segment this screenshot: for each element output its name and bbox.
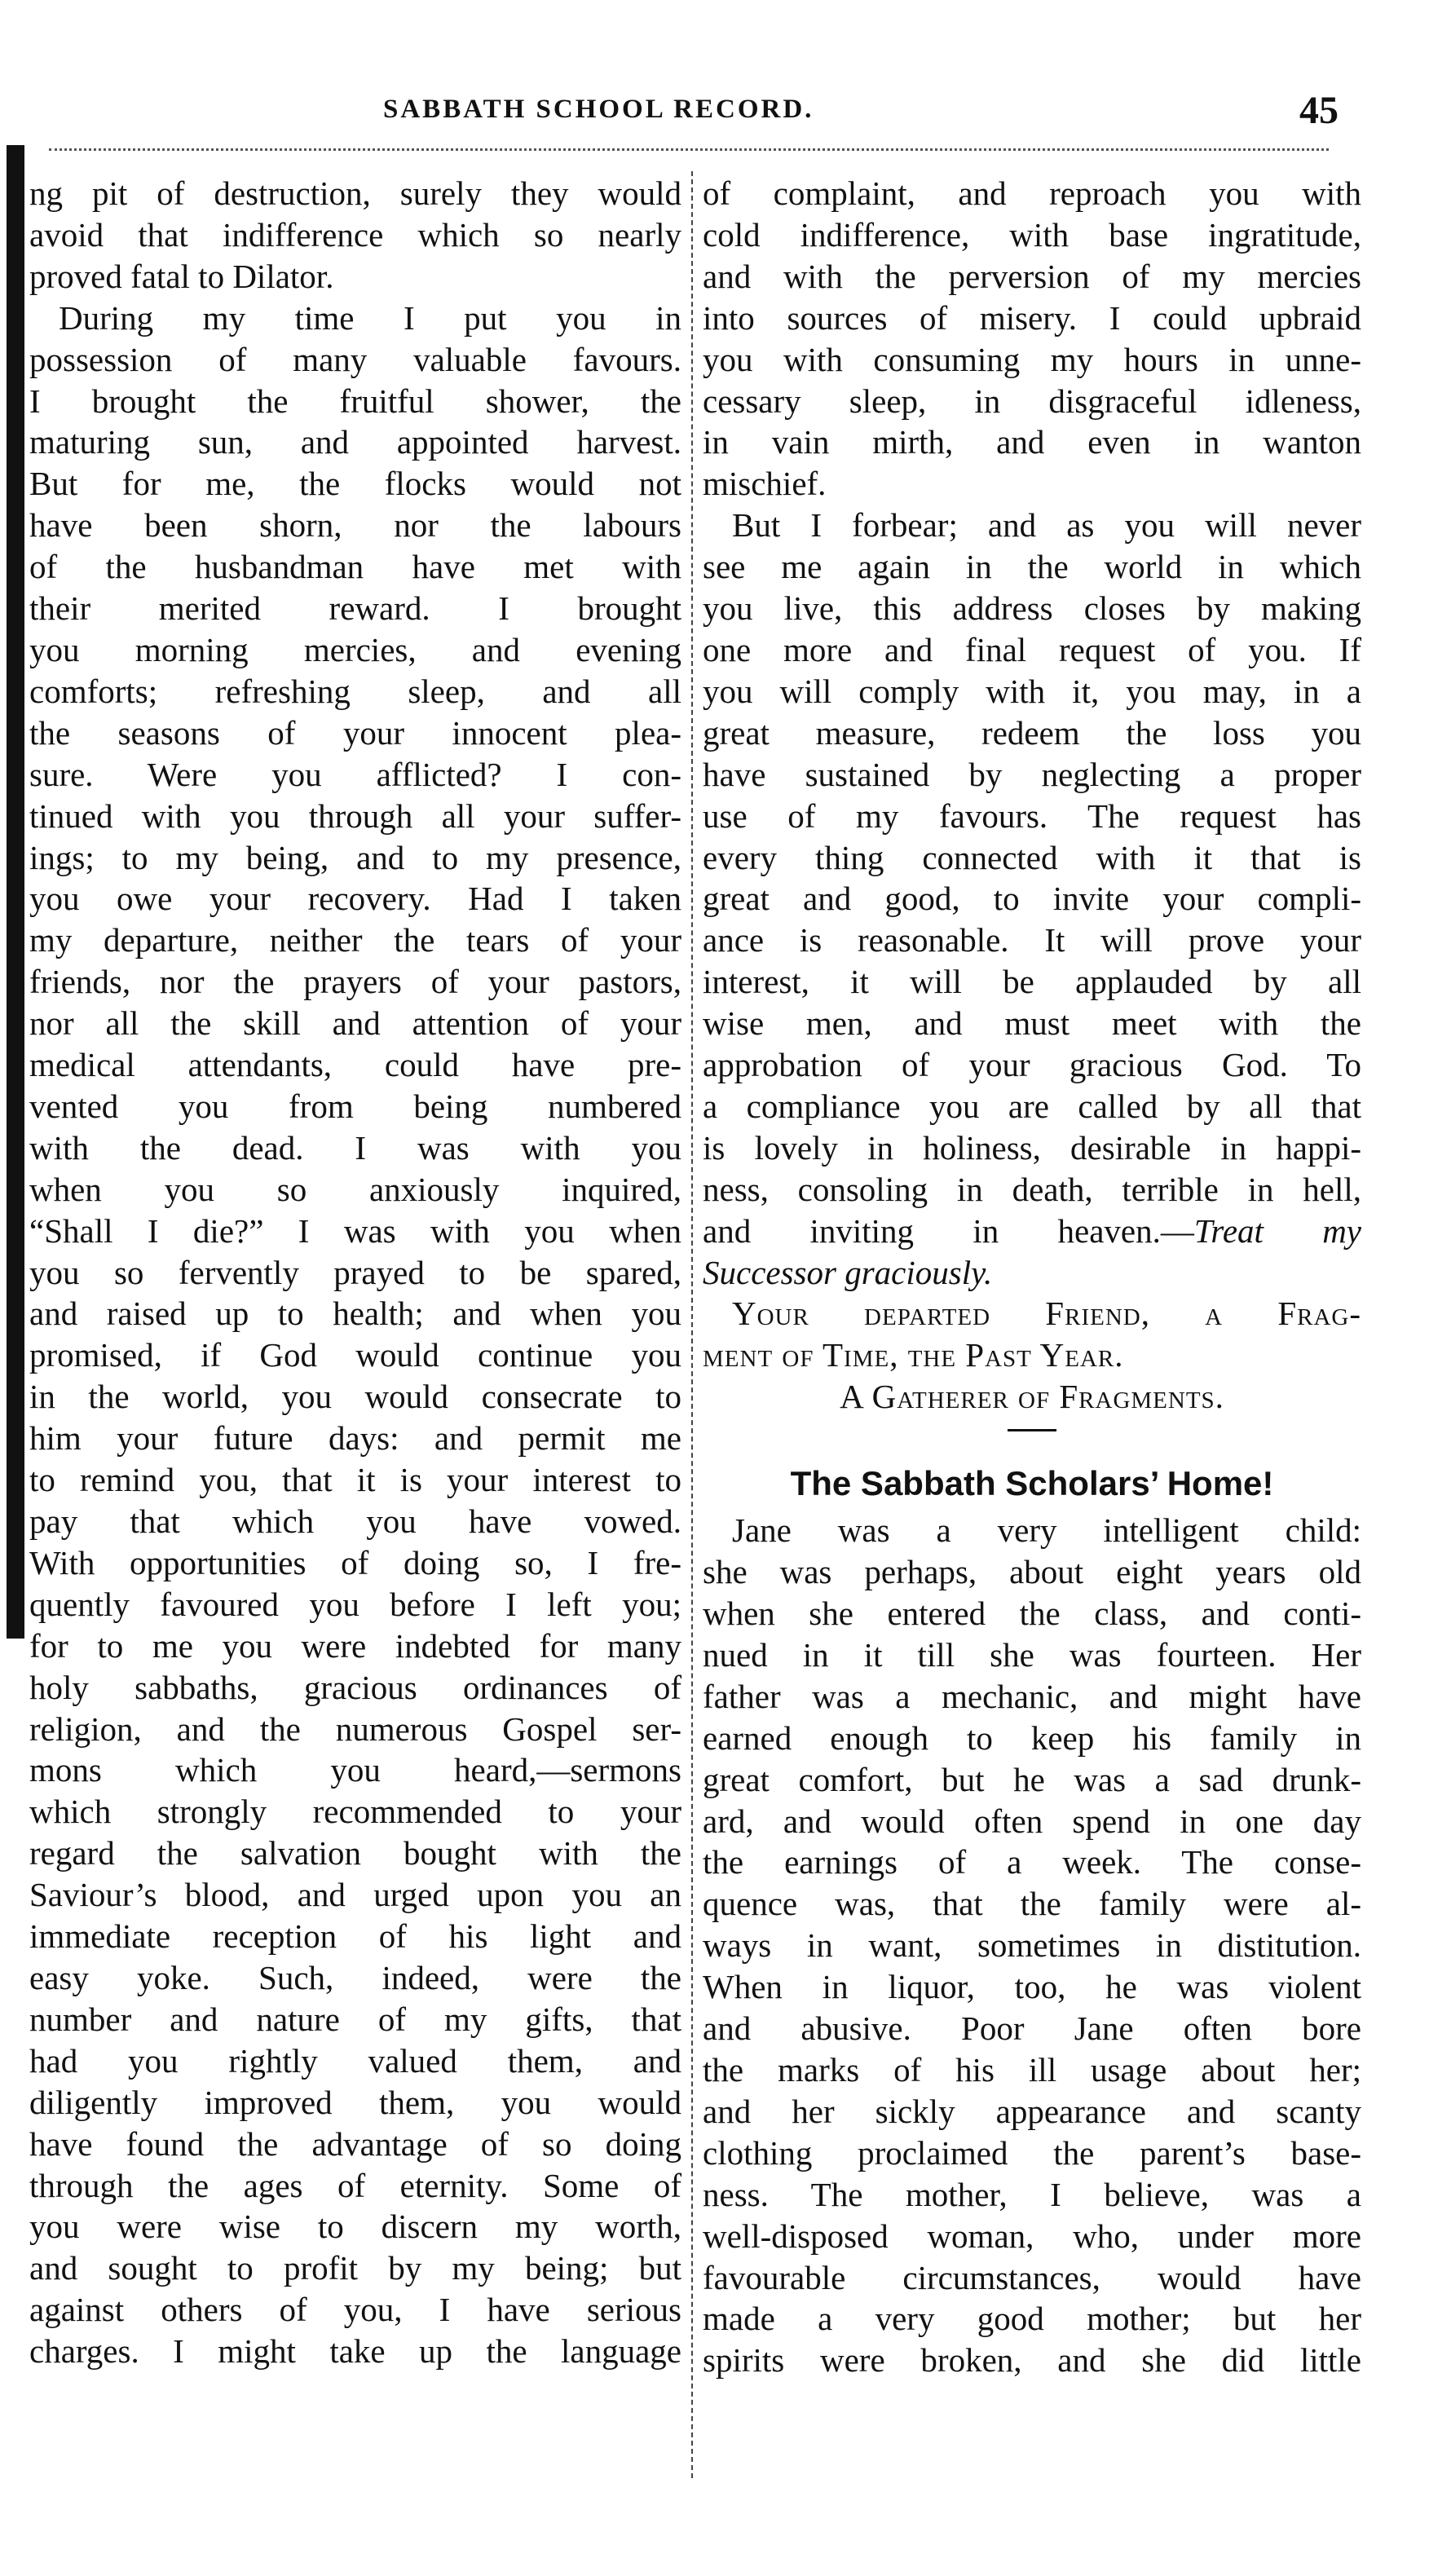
text-line: through the ages of eternity. Some of <box>29 2166 681 2204</box>
text-line: have sustained by neglecting a proper <box>703 755 1361 793</box>
text-line: mons which you heard,—sermons <box>29 1751 681 1789</box>
text-line: cold indifference, with base ingratitude, <box>703 215 1361 254</box>
running-head <box>0 89 1451 143</box>
text-line: and sought to profit by my being; but <box>29 2249 681 2287</box>
text-line: you with consuming my hours in unne- <box>703 340 1361 378</box>
text-line: pay that which you have vowed. <box>29 1502 681 1540</box>
text-line: of complaint, and reproach you with <box>703 174 1361 212</box>
text-line: mischief. <box>703 465 827 503</box>
text-line: for to me you were indebted for many <box>29 1626 681 1665</box>
text-line: great comfort, but he was a sad drunk- <box>703 1760 1361 1798</box>
text-line: father was a mechanic, and might have <box>703 1677 1361 1715</box>
text-line: wise men, and must meet with the <box>703 1004 1361 1043</box>
text-line: comforts; refreshing sleep, and all <box>29 672 681 710</box>
text-line: have found the advantage of so doing <box>29 2124 681 2163</box>
text-line: quence was, that the family were al- <box>703 1885 1361 1923</box>
text-line: ings; to my being, and to my presence, <box>29 838 681 876</box>
text-line: and abusive. Poor Jane often bore <box>703 2009 1361 2048</box>
text-line: Jane was a very intelligent child: <box>732 1511 1361 1550</box>
text-line: vented you from being numbered <box>29 1087 681 1125</box>
text-line: of the husbandman have met with <box>29 548 681 586</box>
text-line: and her sickly appearance and scanty <box>703 2092 1361 2130</box>
text-line: ness. The mother, I believe, was a <box>703 2175 1361 2213</box>
text-line: number and nature of my gifts, that <box>29 2000 681 2038</box>
text-line: Successor graciously. <box>703 1253 993 1291</box>
text-line: well-disposed woman, who, under more <box>703 2217 1361 2255</box>
right-column <box>703 173 1361 2381</box>
text-line: ance is reasonable. It will prove your <box>703 921 1361 959</box>
text-line: charges. I might take up the language <box>29 2332 681 2371</box>
text-line: the marks of his ill usage about her; <box>703 2050 1361 2089</box>
text-line: you were wise to discern my worth, <box>29 2208 681 2246</box>
signoff-line: Your departed Friend, a Frag- <box>732 1295 1361 1333</box>
left-column <box>29 173 681 2372</box>
text-line: clothing proclaimed the parent’s base- <box>703 2133 1361 2172</box>
text-line: is lovely in holiness, desirable in happi- <box>703 1128 1361 1167</box>
text-line: to remind you, that it is your interest to <box>29 1461 681 1499</box>
text-line: During my time I put you in <box>59 298 681 337</box>
text-line: their merited reward. I brought <box>29 589 681 628</box>
text-line: the seasons of your innocent plea- <box>29 713 681 752</box>
text-line: great measure, redeem the loss you <box>703 713 1361 752</box>
text-line: But for me, the flocks would not <box>29 465 681 503</box>
text-line: religion, and the numerous Gospel ser- <box>29 1709 681 1748</box>
text-line: you will comply with it, you may, in a <box>703 672 1361 710</box>
page-number: 45 <box>1299 89 1339 132</box>
section-rule <box>1008 1429 1056 1431</box>
text-line: But I forbear; and as you will never <box>732 506 1361 545</box>
text-line: great and good, to invite your compli- <box>703 880 1361 918</box>
text-line: ard, and would often spend in one day <box>703 1802 1361 1840</box>
text-line: and raised up to health; and when you <box>29 1295 681 1333</box>
text-line: When in liquor, too, he was violent <box>703 1968 1361 2006</box>
text-line: you morning mercies, and evening <box>29 630 681 668</box>
text-line: I brought the fruitful shower, the <box>29 382 681 420</box>
text-line: made a very good mother; but her <box>703 2300 1361 2338</box>
signoff-line: A Gatherer of Fragments. <box>840 1378 1224 1416</box>
text-line: immediate reception of his light and <box>29 1917 681 1956</box>
text-line: in vain mirth, and even in wanton <box>703 423 1361 461</box>
text-line: you owe your recovery. Had I taken <box>29 880 681 918</box>
text-line: friends, nor the prayers of your pastors, <box>29 963 681 1001</box>
text-line: maturing sun, and appointed harvest. <box>29 423 681 461</box>
text-line: had you rightly valued them, and <box>29 2041 681 2080</box>
text-line: him your future days: and permit me <box>29 1419 681 1458</box>
text-line: spirits were broken, and she did little <box>703 2341 1361 2380</box>
text-line: a compliance you are called by all that <box>703 1087 1361 1125</box>
text-line: nor all the skill and attention of your <box>29 1004 681 1043</box>
text-line: promised, if God would continue you <box>29 1336 681 1374</box>
text-line: with the dead. I was with you <box>29 1128 681 1167</box>
text-line: in the world, you would consecrate to <box>29 1378 681 1416</box>
text-line: my departure, neither the tears of your <box>29 921 681 959</box>
text-line: medical attendants, could have pre- <box>29 1046 681 1084</box>
italic-fragment: Treat my <box>1193 1211 1361 1250</box>
text-line: Saviour’s blood, and urged upon you an <box>29 1876 681 1914</box>
text-line: nued in it till she was fourteen. Her <box>703 1635 1361 1674</box>
text-line: you live, this address closes by making <box>703 589 1361 628</box>
text-line: and with the perversion of my mercies <box>703 257 1361 295</box>
text-line-with-italic <box>703 1211 1361 1252</box>
text-line: proved fatal to Dilator. <box>29 257 334 295</box>
text-line: sure. Were you afflicted? I con- <box>29 755 681 793</box>
text-line: earned enough to keep his family in <box>703 1718 1361 1757</box>
text-line: interest, it will be applauded by all <box>703 963 1361 1001</box>
article-title: The Sabbath Scholars’ Home! <box>790 1464 1274 1503</box>
text-line: use of my favours. The request has <box>703 796 1361 835</box>
text-fragment: and inviting in heaven.— <box>703 1211 1194 1250</box>
text-line: ways in want, sometimes in distitution. <box>703 1926 1361 1965</box>
text-line: With opportunities of doing so, I fre- <box>29 1543 681 1581</box>
text-line: approbation of your gracious God. To <box>703 1046 1361 1084</box>
signoff-line: ment of Time, the Past Year. <box>703 1336 1124 1374</box>
text-line: against others of you, I have serious <box>29 2291 681 2329</box>
text-line: she was perhaps, about eight years old <box>703 1553 1361 1591</box>
header-rule <box>49 148 1329 151</box>
text-line: cessary sleep, in disgraceful idleness, <box>703 382 1361 420</box>
text-line: ng pit of destruction, surely they would <box>29 174 681 212</box>
text-line: regard the salvation bought with the <box>29 1834 681 1872</box>
column-divider <box>691 171 693 2478</box>
text-line: possession of many valuable favours. <box>29 340 681 378</box>
text-line: when she entered the class, and conti- <box>703 1595 1361 1632</box>
text-line: ness, consoling in death, terrible in hell, <box>703 1170 1361 1208</box>
text-line: every thing connected with it that is <box>703 838 1361 876</box>
text-line: holy sabbaths, gracious ordinances of <box>29 1668 681 1706</box>
text-line: quently favoured you before I left you; <box>29 1585 681 1623</box>
text-line: easy yoke. Such, indeed, were the <box>29 1958 681 1996</box>
text-line: “Shall I die?” I was with you when <box>29 1211 681 1250</box>
text-line: which strongly recommended to your <box>29 1793 681 1831</box>
text-line: diligently improved them, you would <box>29 2083 681 2121</box>
text-line: into sources of misery. I could upbraid <box>703 298 1361 337</box>
binding-edge-bar <box>7 145 24 1639</box>
text-line: when you so anxiously inquired, <box>29 1170 681 1208</box>
text-line: tinued with you through all your suffer- <box>29 796 681 835</box>
running-title: SABBATH SCHOOL RECORD. <box>383 95 814 124</box>
text-line: have been shorn, nor the labours <box>29 506 681 545</box>
text-line: the earnings of a week. The conse- <box>703 1843 1361 1881</box>
text-line: favourable circumstances, would have <box>703 2258 1361 2296</box>
text-line: you so fervently prayed to be spared, <box>29 1253 681 1291</box>
text-line: see me again in the world in which <box>703 548 1361 586</box>
text-line: avoid that indifference which so nearly <box>29 215 681 254</box>
text-line: one more and final request of you. If <box>703 630 1361 668</box>
